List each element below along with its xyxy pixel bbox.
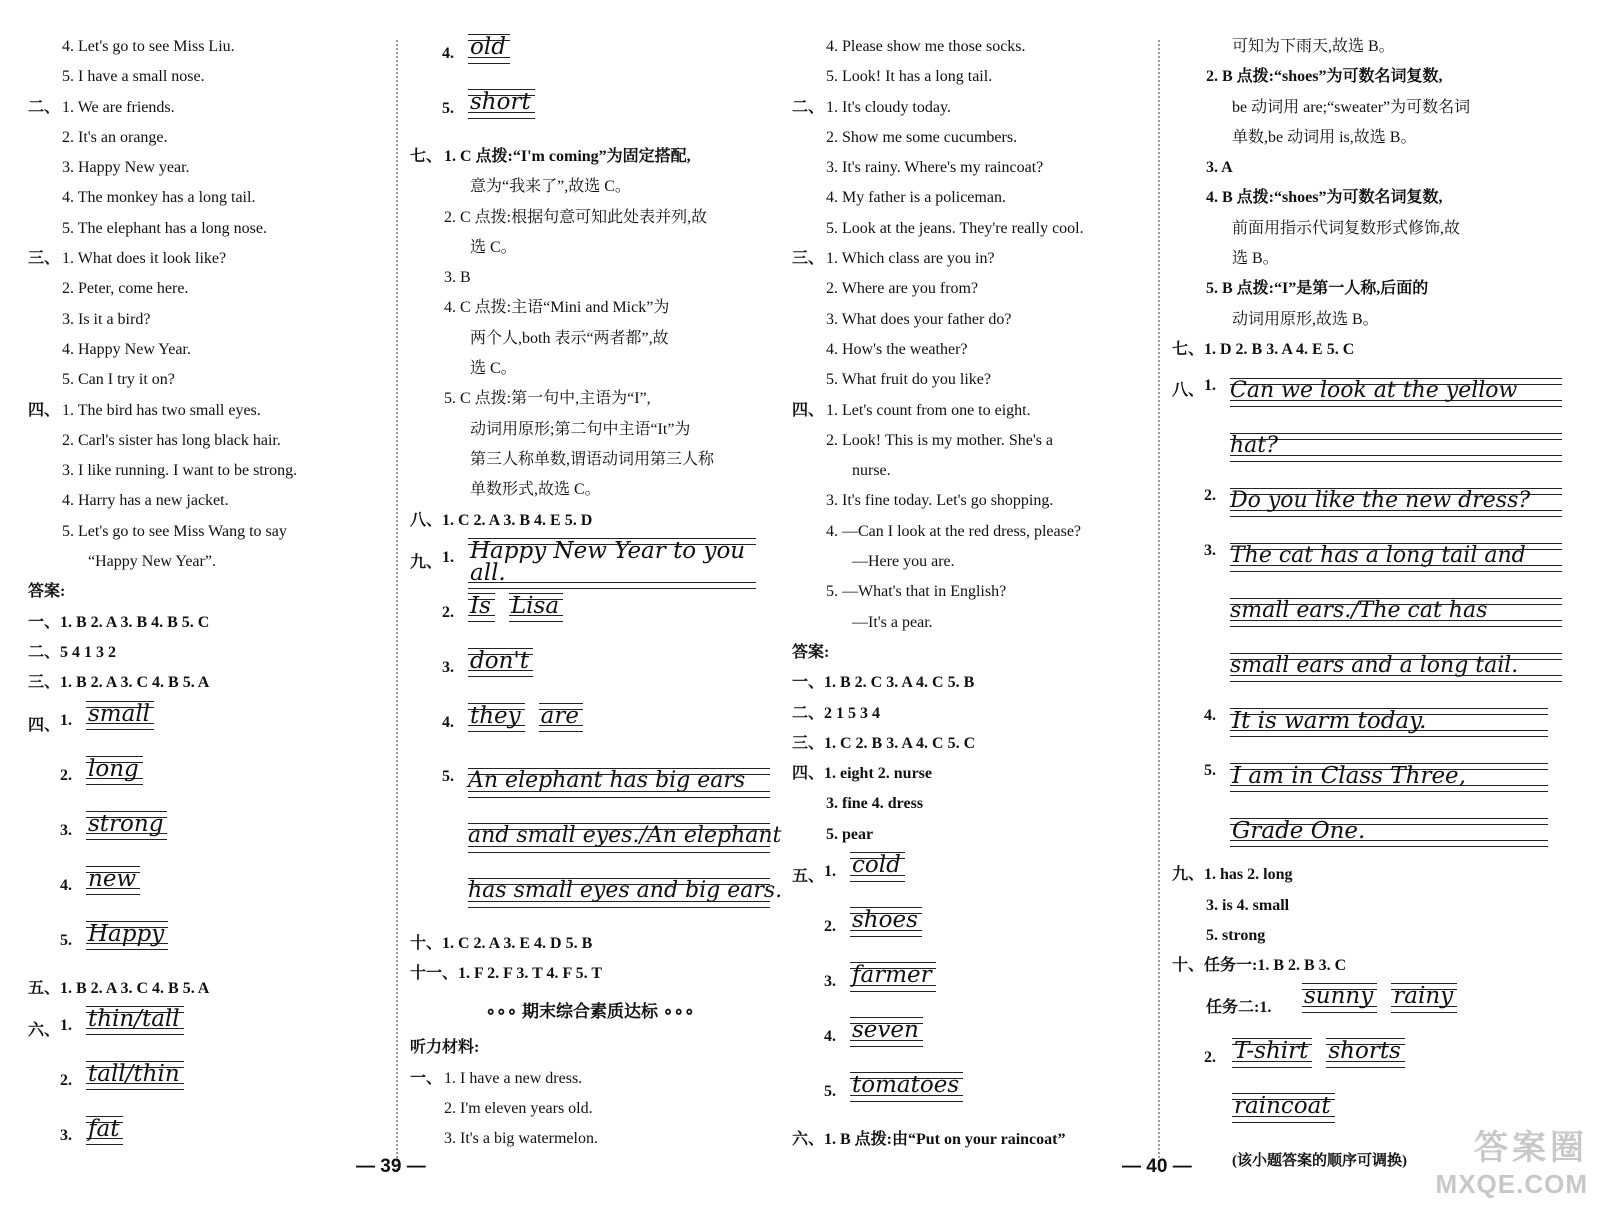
text-line: nurse.	[852, 462, 891, 480]
text-line: 4. The monkey has a long tail.	[62, 189, 256, 207]
section-heading: 三、	[28, 250, 61, 268]
text-line: 2. Show me some cucumbers.	[826, 128, 1018, 146]
text-line: 5. B 点拨:“I”是第一人称,后面的	[1206, 280, 1429, 298]
text-line: 2. Carl's sister has long black hair.	[62, 431, 281, 449]
answer-line: 三、1. C 2. B 3. A 4. C 5. C	[792, 734, 976, 752]
text-line: 1. What does it look like?	[62, 250, 227, 268]
handwriting-answer: 4. It is warm today.	[1172, 695, 1562, 750]
answer-line: 五、1. B 2. A 3. C 4. B 5. A	[28, 979, 210, 997]
text-line: 4. —Can I look at the red dress, please?	[826, 522, 1082, 540]
text-line: 选 C。	[470, 238, 517, 256]
watermark-text: 答案圈	[1474, 1129, 1588, 1167]
text-line: 3. I like running. I want to be strong.	[62, 462, 298, 480]
item-number: 3.	[60, 1126, 72, 1144]
handwriting-answer: 3. The cat has a long tail and small ears./The cat has small ears and a long tail.	[1172, 530, 1562, 695]
text-line: 4. C 点拨:主语“Mini and Mick”为	[444, 299, 670, 317]
answers-label: 答案:	[28, 583, 66, 601]
column-1	[28, 32, 388, 1169]
handwritten-line: small ears./The cat has	[1230, 598, 1562, 628]
answer-line: 3. fine 4. dress	[826, 795, 924, 813]
handwriting-answer	[792, 1015, 1152, 1070]
section-heading: 四、	[792, 401, 825, 419]
handwriting-answer: 5. I am in Class Three, Grade One.	[1172, 750, 1562, 860]
handwritten-line: Can we look at the yellow	[1230, 378, 1562, 408]
text-line: 4. B 点拨:“shoes”为可数名词复数,	[1206, 189, 1443, 207]
answer-line: 3. is 4. small	[1206, 896, 1290, 914]
item-number: 2.	[60, 1071, 72, 1089]
text-line: 5. What fruit do you like?	[826, 371, 991, 389]
handwritten-word: rainy	[1391, 983, 1457, 1013]
handwritten-word: small	[86, 701, 154, 731]
listening-label: 听力材料:	[410, 1039, 480, 1057]
text-line: 可知为下雨天,故选 B。	[1232, 38, 1395, 55]
item-number: 4.	[442, 45, 454, 62]
handwriting-answer: 九、 1. Happy New Year to you all.	[410, 536, 770, 591]
item-number: 3.	[60, 821, 72, 839]
handwriting-answer	[28, 864, 388, 919]
text-line: 2. Peter, come here.	[62, 280, 189, 298]
handwritten-word: Happy	[86, 921, 168, 951]
handwriting-answer	[1172, 981, 1562, 1036]
text-line: 选 C。	[470, 360, 517, 378]
text-line: 4. Happy New Year.	[62, 340, 191, 358]
section-heading: 二、	[28, 98, 61, 116]
handwritten-line: Grade One.	[1230, 818, 1548, 848]
handwritten-word: farmer	[850, 962, 936, 992]
text-line: 3. It's rainy. Where's my raincoat?	[826, 159, 1044, 177]
handwritten-word: are	[539, 703, 583, 733]
text-line: 2. Where are you from?	[826, 280, 979, 298]
handwritten-word: cold	[850, 852, 905, 882]
text-line: 3. It's a big watermelon.	[444, 1130, 598, 1148]
answer-line: 十、任务一:1. B 2. B 3. C	[1172, 957, 1347, 975]
text-line: 3. B	[444, 269, 471, 287]
text-line: “Happy New Year”.	[88, 553, 216, 571]
handwriting-answer	[28, 699, 388, 754]
handwritten-word: they	[468, 703, 525, 733]
task-label: 任务二:1.	[1206, 999, 1272, 1017]
column-4	[1172, 32, 1562, 1176]
handwritten-word: old	[468, 34, 510, 64]
text-line: be 动词用 are;“sweater”为可数名词	[1232, 98, 1471, 116]
column-2	[410, 32, 783, 1155]
text-line: 3. What does your father do?	[826, 310, 1012, 328]
section-heading: 三、	[792, 250, 825, 268]
text-line: 动词用原形;第二句中主语“It”为	[470, 420, 691, 438]
answer-line: 六、1. B 点拨:由“Put on your raincoat”	[792, 1131, 1066, 1149]
order-note: (该小题答案的顺序可调换)	[1232, 1153, 1407, 1170]
handwriting-answer	[792, 960, 1152, 1015]
text-line: 5. Can I try it on?	[62, 371, 175, 389]
handwritten-word: don't	[468, 648, 533, 678]
answer-line: 三、1. B 2. A 3. C 4. B 5. A	[28, 674, 210, 692]
handwriting-answer	[28, 1004, 388, 1059]
section-heading: 四、	[28, 716, 61, 734]
section-heading: 九、	[410, 553, 443, 571]
handwriting-answer: 2. Do you like the new dress?	[1172, 475, 1562, 530]
handwritten-word: long	[86, 756, 143, 786]
item-number: 5.	[824, 1083, 836, 1101]
text-line: 2. B 点拨:“shoes”为可数名词复数,	[1206, 68, 1443, 86]
text-line: 4. Please show me those socks.	[826, 38, 1026, 55]
handwritten-word: T-shirt	[1232, 1038, 1312, 1068]
text-line: 3. It's fine today. Let's go shopping.	[826, 492, 1054, 510]
text-line: 4. How's the weather?	[826, 340, 968, 358]
item-number: 4.	[824, 1028, 836, 1046]
handwritten-word: short	[468, 89, 535, 119]
handwriting-answer	[792, 905, 1152, 960]
text-line: 2. I'm eleven years old.	[444, 1100, 593, 1118]
handwritten-line: It is warm today.	[1230, 708, 1548, 738]
handwriting-answer	[28, 809, 388, 864]
answer-line: 二、2 1 5 3 4	[792, 704, 881, 722]
handwriting-answer	[28, 1114, 388, 1169]
text-line: 前面用指示代词复数形式修饰,故	[1232, 219, 1461, 237]
handwritten-word: fat	[86, 1116, 123, 1146]
answers-label: 答案:	[792, 643, 830, 661]
item-number: 4.	[60, 876, 72, 894]
handwritten-word: tall/thin	[86, 1061, 184, 1091]
section-heading: 四、	[28, 401, 61, 419]
handwritten-line: hat?	[1230, 433, 1562, 463]
handwritten-sentence: Happy New Year to you all.	[468, 538, 756, 590]
handwritten-word: sunny	[1302, 983, 1377, 1013]
text-line: 2. Look! This is my mother. She's a	[826, 431, 1054, 449]
watermark	[1436, 1120, 1588, 1200]
handwriting-answer: 2. T-shirt shorts	[1172, 1036, 1562, 1091]
column-3	[792, 32, 1152, 1155]
text-line: 5. —What's that in English?	[826, 583, 1007, 601]
text-line: 4. Let's go to see Miss Liu.	[62, 38, 235, 55]
text-line: 动词用原形,故选 B。	[1232, 310, 1379, 328]
answer-line: 5. pear	[826, 825, 874, 843]
handwritten-line: and small eyes./An elephant	[468, 823, 770, 853]
text-line: 5. I have a small nose.	[62, 68, 205, 86]
answer-line: 七、1. D 2. B 3. A 4. E 5. C	[1172, 340, 1355, 358]
text-line: 两个人,both 表示“两者都”,故	[470, 329, 669, 347]
text-line: 2. C 点拨:根据句意可知此处表并列,故	[444, 208, 708, 226]
page-number: — 40 —	[1122, 1156, 1192, 1177]
item-number: 2.	[60, 766, 72, 784]
page-number: — 39 —	[356, 1156, 426, 1177]
text-line: 5. The elephant has a long nose.	[62, 219, 267, 237]
column-separator	[1158, 40, 1160, 1170]
handwriting-answer	[28, 919, 388, 974]
handwriting-answer	[28, 1059, 388, 1114]
text-line: 5. Look! It has a long tail.	[826, 68, 993, 86]
answer-line: 一、1. B 2. C 3. A 4. C 5. B	[792, 674, 975, 692]
column-separator	[396, 40, 398, 1170]
section-title: ∘∘∘ 期末综合素质达标 ∘∘∘	[485, 1002, 695, 1022]
handwritten-line: An elephant has big ears	[468, 768, 770, 798]
answer-line: 十一、1. F 2. F 3. T 4. F 5. T	[410, 965, 603, 983]
text-line: 4. My father is a policeman.	[826, 189, 1006, 207]
answer-line: 四、1. eight 2. nurse	[792, 765, 933, 783]
text-line: 意为“我来了”,故选 C。	[470, 178, 631, 196]
handwritten-word: Lisa	[509, 593, 563, 623]
handwritten-word: strong	[86, 811, 167, 841]
section-heading: 一、	[410, 1069, 443, 1087]
handwriting-answer	[792, 850, 1152, 905]
handwriting-answer: 4. they are	[410, 701, 770, 756]
text-line: —Here you are.	[852, 553, 955, 571]
section-heading: 七、	[410, 148, 443, 165]
item-number: 2.	[824, 918, 836, 936]
text-line: 5. Let's go to see Miss Wang to say	[62, 522, 287, 540]
section-heading: 八、	[1172, 382, 1205, 400]
text-line: 4. Harry has a new jacket.	[62, 492, 229, 510]
text-line: 1. It's cloudy today.	[826, 98, 951, 116]
text-line: 1. C 点拨:“I'm coming”为固定搭配,	[444, 148, 691, 165]
handwriting-answer	[792, 1070, 1152, 1125]
answer-line: 一、1. B 2. A 3. B 4. B 5. C	[28, 613, 210, 631]
handwritten-line: The cat has a long tail and	[1230, 543, 1562, 573]
answer-line: 二、5 4 1 3 2	[28, 643, 117, 661]
item-number: 5.	[60, 931, 72, 949]
handwritten-word: shorts	[1326, 1038, 1405, 1068]
handwritten-line: has small eyes and big ears.	[468, 878, 770, 908]
text-line: 1. We are friends.	[62, 98, 175, 116]
handwritten-line: small ears and a long tail.	[1230, 653, 1562, 683]
answer-line: 八、1. C 2. A 3. B 4. E 5. D	[410, 511, 593, 529]
text-line: 2. It's an orange.	[62, 128, 168, 146]
item-number: 1.	[60, 711, 72, 729]
item-number: 5.	[442, 100, 454, 117]
handwritten-word: tomatoes	[850, 1072, 963, 1102]
handwritten-word: shoes	[850, 907, 922, 937]
watermark-url: MXQE.COM	[1435, 1169, 1588, 1199]
text-line: 1. I have a new dress.	[444, 1069, 583, 1087]
answer-line: 九、1. has 2. long	[1172, 866, 1293, 884]
text-line: 3. Happy New year.	[62, 159, 190, 177]
text-line: 单数形式,故选 C。	[470, 481, 601, 499]
text-line: 单数,be 动词用 is,故选 B。	[1232, 128, 1417, 146]
handwritten-word: new	[86, 866, 140, 896]
text-line: 5. C 点拨:第一句中,主语为“I”,	[444, 390, 651, 408]
handwritten-line: I am in Class Three,	[1230, 763, 1548, 793]
handwritten-word: thin/tall	[86, 1006, 184, 1036]
handwriting-answer: 八、 1. Can we look at the yellow hat?	[1172, 365, 1562, 475]
handwriting-answer: 2. Is Lisa	[410, 591, 770, 646]
handwriting-answer: 5. An elephant has big ears and small eyes./An elephant has small eyes and big ears.	[442, 756, 770, 921]
handwritten-word: raincoat	[1232, 1093, 1335, 1123]
section-heading: 六、	[28, 1021, 61, 1039]
handwriting-answer	[410, 87, 770, 142]
text-line: 1. Let's count from one to eight.	[826, 401, 1031, 419]
answer-line: 5. strong	[1206, 926, 1266, 944]
item-number: 1.	[824, 863, 836, 881]
handwriting-answer	[28, 754, 388, 809]
section-heading: 二、	[792, 98, 825, 116]
handwriting-answer: 3. don't	[410, 646, 770, 701]
text-line: 3. A	[1206, 159, 1233, 177]
text-line: 5. Look at the jeans. They're really cool.	[826, 219, 1084, 237]
text-line: 3. Is it a bird?	[62, 310, 151, 328]
text-line: 1. The bird has two small eyes.	[62, 401, 261, 419]
text-line: —It's a pear.	[852, 613, 933, 631]
handwritten-word: Is	[468, 593, 495, 623]
answer-line: 十、1. C 2. A 3. E 4. D 5. B	[410, 934, 593, 952]
handwritten-word: seven	[850, 1017, 923, 1047]
handwritten-line: Do you like the new dress?	[1230, 488, 1562, 518]
text-line: 1. Which class are you in?	[826, 250, 995, 268]
text-line: 选 B。	[1232, 250, 1279, 268]
item-number: 3.	[824, 973, 836, 991]
handwriting-answer	[410, 32, 770, 87]
section-heading: 五、	[792, 868, 825, 886]
text-line: 第三人称单数,谓语动词用第三人称	[470, 450, 715, 468]
item-number: 1.	[60, 1016, 72, 1034]
